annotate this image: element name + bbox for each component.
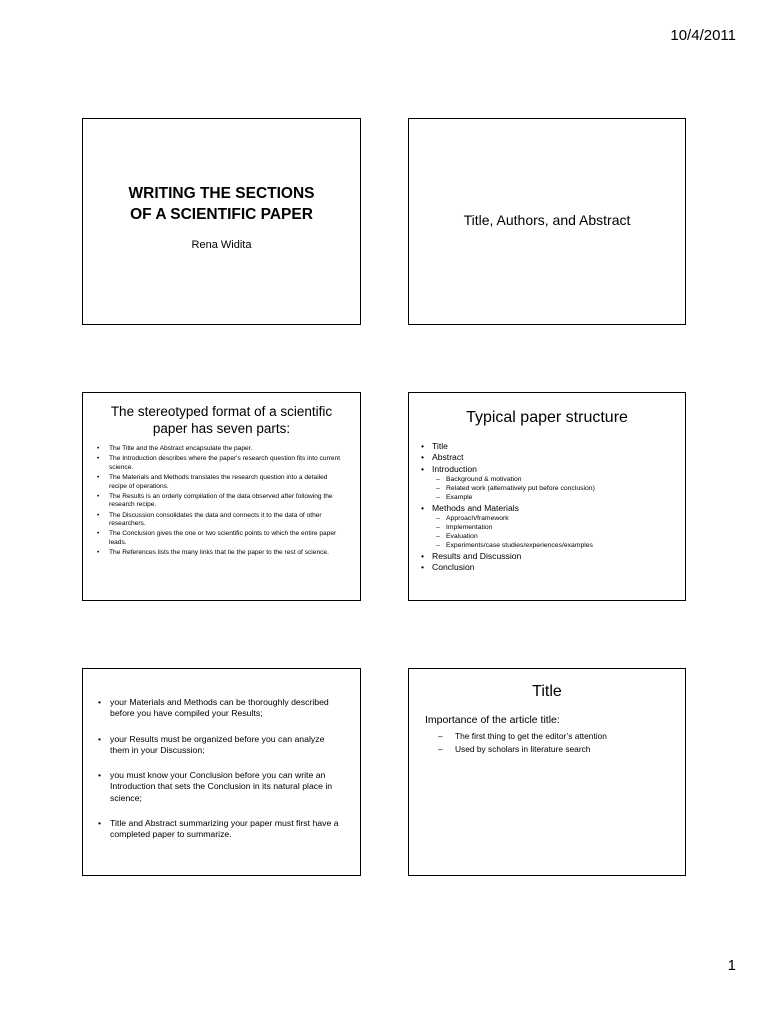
list-item-text: Introduction xyxy=(432,463,477,474)
list-item xyxy=(438,730,685,743)
slide-title-importance xyxy=(408,668,686,876)
list-item xyxy=(421,452,685,463)
list-item-text: The Title and the Abstract encapsulate the paper. xyxy=(109,445,253,452)
section-title: Title, Authors, and Abstract xyxy=(463,212,631,228)
list-item xyxy=(98,697,346,720)
dash-icon: – xyxy=(436,514,440,522)
dash-list xyxy=(409,730,685,756)
sub-list xyxy=(432,475,685,503)
bullet-icon: • xyxy=(421,463,425,474)
slide-heading: Title xyxy=(532,683,562,700)
dash-icon: – xyxy=(436,542,440,550)
list-item-text: The Materials and Methods translates the research question into a detailed recipe of operations. xyxy=(109,473,328,490)
bullet-icon: • xyxy=(97,473,100,481)
sub-list-item-text: Related work (alternatively put before conclusion) xyxy=(446,485,595,493)
slide-paper-structure xyxy=(408,392,686,601)
sub-list-item xyxy=(436,484,685,493)
list-item xyxy=(421,550,685,562)
sub-list-item xyxy=(436,514,685,523)
sub-list-item-text: Example xyxy=(446,494,473,502)
slide-title xyxy=(83,183,360,225)
sub-list-item xyxy=(436,523,685,532)
sub-list-item-text: Experiments/case studies/experiences/examples xyxy=(446,542,593,550)
list-item-text: The Conclusion gives the one or two scientific points to which the entire paper leads. xyxy=(109,530,337,546)
list-item xyxy=(97,549,346,558)
slide-heading-line: paper has seven parts: xyxy=(152,421,291,436)
bullet-icon: • xyxy=(97,511,100,519)
dash-icon: – xyxy=(436,533,440,541)
list-item-text: Used by scholars in literature search xyxy=(455,744,591,754)
list-item-text: The first thing to get the editor’s attention xyxy=(455,731,607,741)
list-item-text: Methods and Materials xyxy=(432,502,519,513)
bullet-icon: • xyxy=(98,818,102,829)
list-item-text: The Discussion consolidates the data and connects it to the data of other researchers. xyxy=(109,511,322,528)
sub-list-item-text: Background & motivation xyxy=(446,475,522,483)
slide-subheading: Importance of the article title: xyxy=(425,714,560,726)
list-item-text: Title and Abstract summarizing your paper must first have a completed paper to summarize. xyxy=(110,818,339,840)
slide-seven-parts xyxy=(82,392,361,601)
slide-heading-line: The stereotyped format of a scientific xyxy=(110,404,333,419)
bullet-icon: • xyxy=(421,441,425,451)
page-number: 1 xyxy=(727,957,736,974)
slide-title-line: WRITING THE SECTIONS xyxy=(128,185,315,202)
list-item xyxy=(421,502,685,551)
bullet-list xyxy=(409,441,685,573)
list-item-text: The Introduction describes where the paper's research question fits into current science. xyxy=(109,455,341,471)
sub-list-item-text: Evaluation xyxy=(446,533,478,541)
bullet-icon: • xyxy=(97,455,100,463)
bullet-icon: • xyxy=(421,561,425,572)
list-item xyxy=(98,770,346,804)
sub-list-item xyxy=(436,493,685,502)
bullet-icon: • xyxy=(97,530,100,538)
sub-list-item xyxy=(436,532,685,541)
list-item xyxy=(97,473,346,491)
list-item-text: your Materials and Methods can be thoroughly described before you have compiled your Results; xyxy=(110,697,329,719)
sub-list-item-text: Approach/framework xyxy=(446,514,509,522)
bullet-icon: • xyxy=(98,697,102,707)
dash-icon: – xyxy=(438,744,443,754)
page-date: 10/4/2011 xyxy=(670,27,736,44)
slide-title-line: OF A SCIENTIFIC PAPER xyxy=(130,206,313,223)
bullet-list xyxy=(83,445,360,558)
list-item xyxy=(421,463,685,503)
list-item xyxy=(97,511,346,529)
list-item xyxy=(97,530,346,547)
slide-heading: Typical paper structure xyxy=(466,409,628,426)
dash-icon: – xyxy=(436,494,440,502)
bullet-icon: • xyxy=(421,502,425,513)
slide-heading xyxy=(83,403,360,437)
bullet-icon: • xyxy=(97,492,100,500)
list-item-text: Title xyxy=(432,441,448,451)
list-item xyxy=(97,492,346,510)
list-item-text: Results and Discussion xyxy=(432,550,522,561)
list-item xyxy=(421,561,685,573)
bullet-list xyxy=(83,697,360,841)
list-item xyxy=(98,818,346,841)
list-item-text: your Results must be organized before you can analyze them in your Discussion; xyxy=(110,733,325,755)
list-item-text: you must know your Conclusion before you can write an Introduction that sets the Conclusion in its natural place in science; xyxy=(110,770,333,803)
sub-list xyxy=(432,514,685,551)
sub-list-item xyxy=(436,475,685,484)
list-item xyxy=(97,445,346,454)
list-item xyxy=(421,441,685,452)
list-item-text: The Results is an orderly compilation of the data observed after following the research recipe. xyxy=(109,492,333,509)
list-item-text: The References lists the many links that tie the paper to the rest of science. xyxy=(109,549,329,557)
slide-section-title xyxy=(408,118,686,325)
bullet-icon: • xyxy=(97,549,100,557)
bullet-icon: • xyxy=(421,452,425,463)
dash-icon: – xyxy=(436,485,440,493)
list-item-text: Conclusion xyxy=(432,561,475,572)
slide-title-page xyxy=(82,118,361,325)
slide-order-notes xyxy=(82,668,361,876)
dash-icon: – xyxy=(436,524,440,531)
author-name: Rena Widita xyxy=(191,239,252,251)
list-item xyxy=(97,455,346,472)
list-item xyxy=(438,743,685,756)
dash-icon: – xyxy=(438,731,443,741)
list-item xyxy=(98,733,346,757)
bullet-icon: • xyxy=(97,445,100,452)
bullet-icon: • xyxy=(98,733,102,744)
sub-list-item xyxy=(436,541,685,550)
list-item-text: Abstract xyxy=(432,452,464,463)
bullet-icon: • xyxy=(421,550,425,561)
sub-list-item-text: Implementation xyxy=(446,524,493,531)
dash-icon: – xyxy=(436,475,440,483)
bullet-icon: • xyxy=(98,770,102,781)
